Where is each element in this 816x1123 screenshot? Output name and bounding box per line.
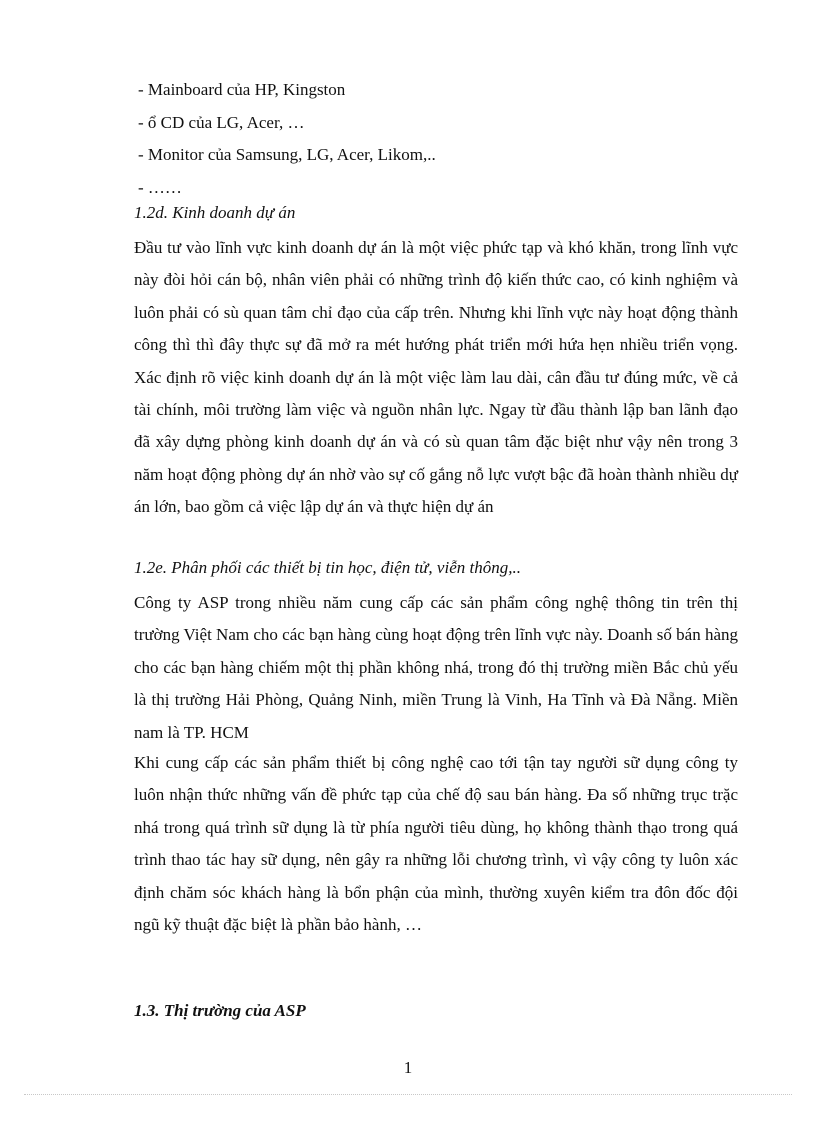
bullet-item: - Mainboard của HP, Kingston [138,80,346,99]
footer-divider [24,1094,792,1095]
component-bullet-list [138,74,436,204]
section-1-2e-body: Công ty ASP trong nhiều năm cung cấp các sản phẩm công nghệ thông tin trên thị trường Việt Nam cho các bạn hàng cùng hoạt động trên lĩnh vực này. Doanh số bán hàng cho các bạn hàng chiếm một thị phần không nhá, trong đó thị trường miền Bắc chủ yếu là thị trường Hải Phòng, Quảng Ninh, miền Trung là Vinh, Ha Tĩnh và Đà Nẵng. Miền nam là TP. HCM [134,593,738,742]
section-1-2d-body: Đầu tư vào lĩnh vực kinh doanh dự án là một việc phức tạp và khó khăn, trong lĩnh vực này đòi hỏi cán bộ, nhân viên phải có những trình độ kiến thức cao, có kinh nghiệm và luôn phải có sù quan tâm chỉ đạo của cấp trên. Nhưng khi lĩnh vực này hoạt động thành công thì thì đây thực sự đã mở ra mét hướng phát triển mới hứa hẹn nhiều triển vọng. Xác định rõ việc kinh doanh dự án là một việc làm lau dài, cân đầu tư đúng mức, về cả tài chính, môi trường làm việc và nguồn nhân lực. Ngay từ đầu thành lập ban lãnh đạo đã xây dựng phòng kinh doanh dự án và có sù quan tâm đặc biệt như vậy nên trong 3 năm hoạt động phòng dự án nhờ vào sự cố gắng nỗ lực vượt bậc đã hoàn thành nhiều dự án lớn, bao gồm cả việc lập dự án và thực hiện dự án [134,238,738,517]
section-title-1-2e: 1.2e. Phân phối các thiết bị tin học, điện tử, viễn thông,.. [134,558,521,577]
section-title-1-2d: 1.2d. Kinh doanh dự án [134,203,296,222]
bullet-item: - Monitor của Samsung, LG, Acer, Likom,.. [138,145,436,164]
page-number: 1 [403,1058,413,1077]
bullet-item: - ổ CD của LG, Acer, … [138,112,305,132]
section-heading-1-3: 1.3. Thị trường của ASP [134,1001,306,1020]
bullet-item: - …… [138,177,182,197]
section-1-2e-body-continued: Khi cung cấp các sản phẩm thiết bị công nghệ cao tới tận tay người sữ dụng công ty luôn nhận thức những vấn đề phức tạp của chế độ sau bán hàng. Đa số những trục trặc nhá trong quá trình sữ dụng là từ phía người tiêu dùng, họ không thành thạo trong quá trình thao tác hay sữ dụng, nên gây ra những lỗi chương trình, vì vậy công ty luôn xác định chăm sóc khách hàng là bổn phận của mình, thường xuyên kiểm tra đôn đốc đội ngũ kỹ thuật đặc biệt là phần bảo hành, … [134,753,738,935]
